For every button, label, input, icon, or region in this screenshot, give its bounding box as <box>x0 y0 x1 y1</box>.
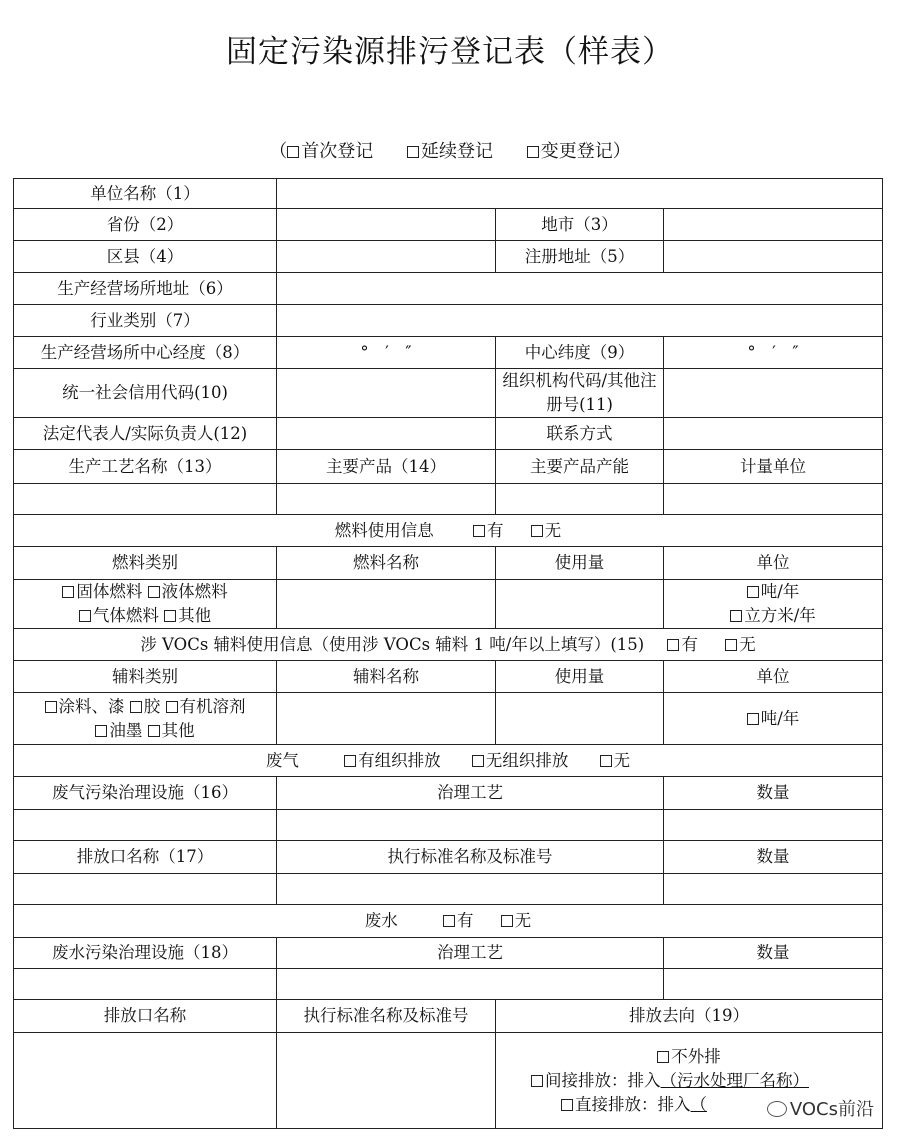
fuel-type-options <box>14 580 277 629</box>
legal-rep-field[interactable] <box>277 418 496 450</box>
checkbox-renewal-registration[interactable] <box>407 137 493 163</box>
gas-fuel-label: 气体燃料 <box>92 606 159 625</box>
wastewater-outlet-field[interactable] <box>14 1033 277 1129</box>
paren-close: ） <box>612 141 631 162</box>
exhaust-none-label: 无 <box>613 750 631 770</box>
wastewater-quantity-header: 数量 <box>664 938 883 969</box>
auxiliary-unit-options <box>664 693 883 745</box>
exhaust-outlet-field[interactable] <box>14 874 277 905</box>
checkbox-organized-emission[interactable] <box>344 751 441 770</box>
wastewater-section-label: 废水 <box>364 911 398 930</box>
wastewater-process-field[interactable] <box>277 969 664 1000</box>
ink-label: 油墨 <box>109 720 143 740</box>
county-label: 区县（4） <box>14 241 277 273</box>
contact-field[interactable] <box>664 418 883 450</box>
checkbox-icon[interactable] <box>148 586 160 598</box>
exhaust-outlet-quantity-header: 数量 <box>664 841 883 874</box>
longitude-label: 生产经营场所中心经度（8） <box>14 337 277 369</box>
checkbox-icon[interactable] <box>600 755 612 767</box>
fuel-name-field[interactable] <box>277 580 496 629</box>
checkbox-icon[interactable] <box>747 713 759 725</box>
vocs-section-header <box>14 629 883 661</box>
organic-solvent-label: 有机溶剂 <box>179 696 246 716</box>
checkbox-liquid-fuel[interactable] <box>148 582 228 601</box>
checkbox-paint[interactable] <box>45 697 125 716</box>
fuel-section-label: 燃料使用信息 <box>334 520 434 540</box>
product-capacity-field[interactable] <box>496 484 664 515</box>
other-auxiliary-label: 其他 <box>161 720 195 740</box>
province-label: 省份（2） <box>14 209 277 241</box>
glue-label: 胶 <box>143 696 161 716</box>
exhaust-quantity-field[interactable] <box>664 810 883 841</box>
contact-label: 联系方式 <box>496 418 664 450</box>
checkbox-glue[interactable] <box>130 697 161 716</box>
auxiliary-type-header: 辅料类别 <box>14 661 277 693</box>
fuel-unit-header: 单位 <box>664 547 883 580</box>
first-registration-label: 首次登记 <box>301 141 374 162</box>
registration-type-options <box>0 137 900 163</box>
exhaust-outlet-header: 排放口名称（17） <box>14 841 277 874</box>
org-code-field[interactable] <box>664 369 883 418</box>
latitude-field[interactable]: ° ′ ″ <box>664 337 883 369</box>
checkbox-exhaust-none[interactable] <box>600 751 631 770</box>
wastewater-facility-header: 废水污染治理设施（18） <box>14 938 277 969</box>
wastewater-outlet-header: 排放口名称 <box>14 1000 277 1033</box>
checkbox-vocs-yes[interactable] <box>667 635 698 654</box>
measure-unit-field[interactable] <box>664 484 883 515</box>
fuel-section-header <box>14 515 883 547</box>
city-label: 地市（3） <box>496 209 664 241</box>
checkbox-indirect-discharge[interactable] <box>531 1071 809 1090</box>
exhaust-standard-header: 执行标准名称及标准号 <box>277 841 664 874</box>
checkbox-icon[interactable] <box>166 701 178 713</box>
checkbox-icon[interactable] <box>725 639 737 651</box>
checkbox-ink[interactable] <box>95 721 142 740</box>
checkbox-icon[interactable] <box>62 586 74 598</box>
site-address-field[interactable] <box>277 273 883 305</box>
checkbox-cubic-per-year[interactable] <box>730 606 816 625</box>
checkbox-icon[interactable] <box>407 146 419 158</box>
exhaust-section-header <box>14 745 883 777</box>
exhaust-facility-field[interactable] <box>14 810 277 841</box>
checkbox-icon[interactable] <box>730 610 742 622</box>
checkbox-icon[interactable] <box>344 755 356 767</box>
unit-name-field[interactable] <box>277 179 883 209</box>
legal-rep-label: 法定代表人/实际负责人(12) <box>14 418 277 450</box>
credit-code-field[interactable] <box>277 369 496 418</box>
industry-field[interactable] <box>277 305 883 337</box>
checkbox-organic-solvent[interactable] <box>166 697 246 716</box>
change-registration-label: 变更登记 <box>540 141 613 162</box>
wastewater-no-label: 无 <box>514 911 532 930</box>
checkbox-icon[interactable] <box>501 915 513 927</box>
wastewater-section-header <box>14 905 883 938</box>
exhaust-process-header: 治理工艺 <box>277 777 664 810</box>
watermark <box>765 1095 876 1121</box>
cubic-per-year-label: 立方米/年 <box>744 606 816 625</box>
watermark-label: VOCs前沿 <box>789 1099 874 1120</box>
wastewater-standard-field[interactable] <box>277 1033 496 1129</box>
latitude-label: 中心纬度（9） <box>496 337 664 369</box>
checkbox-change-registration[interactable] <box>527 137 613 163</box>
checkbox-icon[interactable] <box>95 725 107 737</box>
registration-form-table <box>13 178 883 1129</box>
unit-name-label: 单位名称（1） <box>14 179 277 209</box>
checkbox-icon[interactable] <box>164 610 176 622</box>
checkbox-icon[interactable] <box>657 1051 669 1063</box>
industry-label: 行业类别（7） <box>14 305 277 337</box>
checkbox-first-registration[interactable] <box>287 137 373 163</box>
exhaust-outlet-quantity-field[interactable] <box>664 874 883 905</box>
exhaust-section-label: 废气 <box>265 750 299 770</box>
exhaust-quantity-header: 数量 <box>664 777 883 810</box>
checkbox-direct-discharge[interactable] <box>561 1095 707 1114</box>
checkbox-icon[interactable] <box>45 701 57 713</box>
checkbox-solid-fuel[interactable] <box>62 582 142 601</box>
indirect-discharge-target[interactable]: （污水处理厂名称） <box>660 1070 809 1090</box>
measure-unit-header: 计量单位 <box>664 450 883 484</box>
province-field[interactable] <box>277 209 496 241</box>
liquid-fuel-label: 液体燃料 <box>161 582 228 601</box>
fuel-yes-label: 有 <box>487 520 504 540</box>
page-title: 固定污染源排污登记表（样表） <box>226 34 674 70</box>
checkbox-icon[interactable] <box>747 586 759 598</box>
auxiliary-usage-header: 使用量 <box>496 661 664 693</box>
site-address-label: 生产经营场所地址（6） <box>14 273 277 305</box>
checkbox-no-discharge[interactable] <box>657 1047 721 1066</box>
checkbox-icon[interactable] <box>148 725 160 737</box>
county-field[interactable] <box>277 241 496 273</box>
checkbox-icon[interactable] <box>473 525 485 537</box>
direct-discharge-target[interactable]: （ <box>690 1094 707 1114</box>
auxiliary-type-options <box>14 693 277 745</box>
exhaust-facility-header: 废气污染治理设施（16） <box>14 777 277 810</box>
organized-emission-label: 有组织排放 <box>358 750 441 770</box>
vocs-yes-label: 有 <box>681 634 698 654</box>
auxiliary-name-header: 辅料名称 <box>277 661 496 693</box>
other-fuel-label: 其他 <box>178 606 212 625</box>
renewal-registration-label: 延续登记 <box>421 141 493 162</box>
auxiliary-name-field[interactable] <box>277 693 496 745</box>
checkbox-icon[interactable] <box>561 1099 573 1111</box>
exhaust-process-field[interactable] <box>277 810 664 841</box>
longitude-field[interactable]: ° ′ ″ <box>277 337 496 369</box>
fuel-no-label: 无 <box>544 520 562 540</box>
checkbox-other-auxiliary[interactable] <box>148 721 195 740</box>
unorganized-emission-label: 无组织排放 <box>485 750 569 770</box>
checkbox-icon[interactable] <box>667 639 679 651</box>
checkbox-icon[interactable] <box>130 701 142 713</box>
paren-open: （ <box>269 141 288 162</box>
fuel-type-header: 燃料类别 <box>14 547 277 580</box>
no-discharge-label: 不外排 <box>671 1046 721 1066</box>
checkbox-vocs-no[interactable] <box>725 635 756 654</box>
checkbox-icon[interactable] <box>443 915 455 927</box>
vocs-no-label: 无 <box>739 634 756 654</box>
exhaust-standard-field[interactable] <box>277 874 664 905</box>
checkbox-icon[interactable] <box>79 610 91 622</box>
wastewater-process-header: 治理工艺 <box>277 938 664 969</box>
checkbox-icon[interactable] <box>531 525 543 537</box>
solid-fuel-label: 固体燃料 <box>76 582 143 601</box>
org-code-label: 组织机构代码/其他注册号(11) <box>496 369 664 418</box>
wastewater-quantity-field[interactable] <box>664 969 883 1000</box>
wechat-icon <box>767 1101 787 1117</box>
fuel-usage-field[interactable] <box>496 580 664 629</box>
wastewater-facility-field[interactable] <box>14 969 277 1000</box>
checkbox-wastewater-yes[interactable] <box>443 911 474 930</box>
main-product-field[interactable] <box>277 484 496 515</box>
product-capacity-header: 主要产品产能 <box>496 450 664 484</box>
paint-label: 涂料、漆 <box>58 696 125 716</box>
checkbox-gas-fuel[interactable] <box>79 606 159 625</box>
checkbox-unorganized-emission[interactable] <box>472 751 569 770</box>
checkbox-other-fuel[interactable] <box>164 606 211 625</box>
checkbox-ton-per-year[interactable] <box>747 582 800 601</box>
credit-code-label: 统一社会信用代码(10) <box>14 369 277 418</box>
indirect-discharge-label: 间接排放：排入 <box>545 1070 661 1090</box>
fuel-unit-options <box>664 580 883 629</box>
aux-ton-per-year-label: 吨/年 <box>760 708 800 728</box>
checkbox-icon[interactable] <box>527 146 539 158</box>
checkbox-icon[interactable] <box>287 146 299 158</box>
checkbox-fuel-no[interactable] <box>531 521 562 540</box>
main-product-header: 主要产品（14） <box>277 450 496 484</box>
wastewater-standard-header: 执行标准名称及标准号 <box>277 1000 496 1033</box>
process-name-header: 生产工艺名称（13） <box>14 450 277 484</box>
city-field[interactable] <box>664 209 883 241</box>
vocs-section-label: 涉 VOCs 辅料使用信息（使用涉 VOCs 辅料 1 吨/年以上填写）(15) <box>140 634 645 654</box>
ton-per-year-label: 吨/年 <box>760 582 800 601</box>
wastewater-destination-header: 排放去向（19） <box>496 1000 883 1033</box>
auxiliary-unit-header: 单位 <box>664 661 883 693</box>
wastewater-yes-label: 有 <box>457 911 474 930</box>
checkbox-icon[interactable] <box>472 755 484 767</box>
process-name-field[interactable] <box>14 484 277 515</box>
checkbox-wastewater-no[interactable] <box>501 911 532 930</box>
checkbox-aux-ton-per-year[interactable] <box>747 709 800 728</box>
checkbox-icon[interactable] <box>531 1075 543 1087</box>
direct-discharge-label: 直接排放：排入 <box>575 1094 691 1114</box>
auxiliary-usage-field[interactable] <box>496 693 664 745</box>
fuel-name-header: 燃料名称 <box>277 547 496 580</box>
reg-address-label: 注册地址（5） <box>496 241 664 273</box>
reg-address-field[interactable] <box>664 241 883 273</box>
checkbox-fuel-yes[interactable] <box>473 521 504 540</box>
fuel-usage-header: 使用量 <box>496 547 664 580</box>
